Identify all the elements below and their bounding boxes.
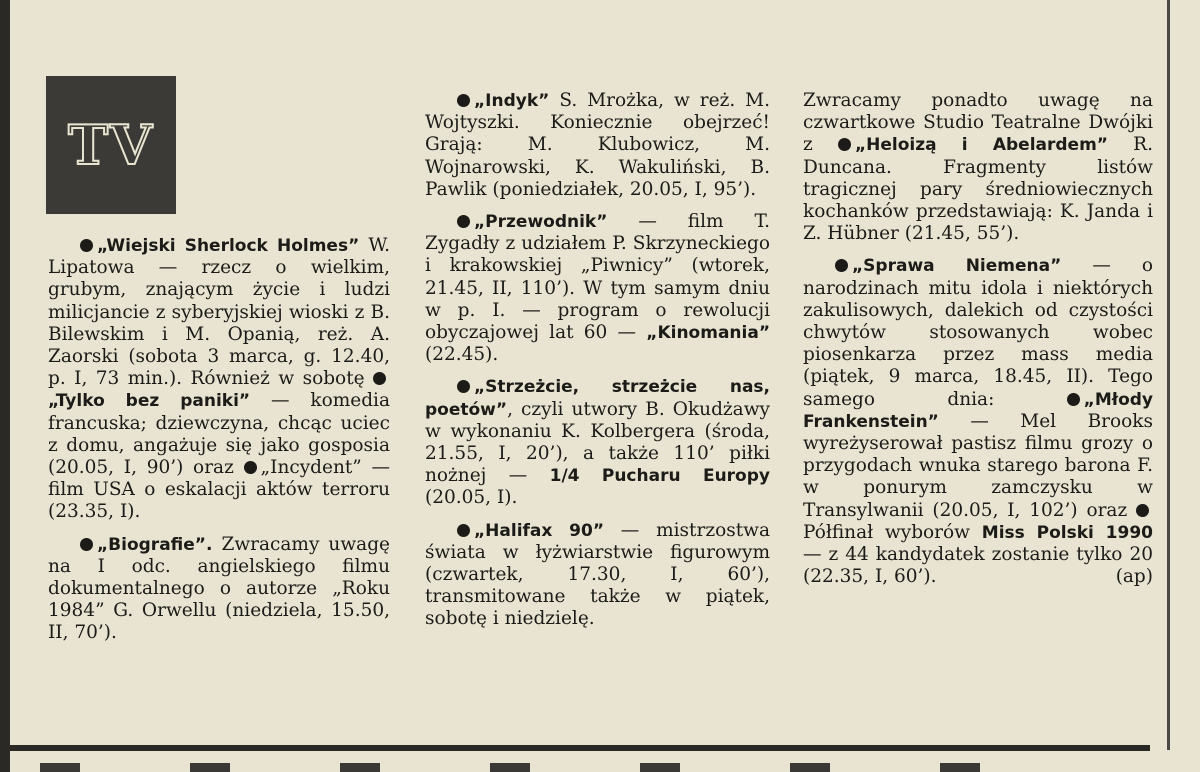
body-text: S. Mrożka, w reż. M. Wojtyszki. Koniecznie obejrzeć! Grają: M. Klubowicz, M. Wojnarowski, K. Wakuliński, B. Pawlik (poniedziałek, 20.05, I, 95’). — [425, 90, 770, 200]
body-text: (20.05, I). — [425, 487, 518, 509]
title-incydent: „Incydent” — [260, 457, 362, 479]
title-mlody-frankenstein: „Młody Frankenstein” — [803, 389, 1153, 432]
bullet-dot-icon — [373, 372, 386, 385]
body-text: — film USA o eskalacji aktów terroru (23.35, I). — [48, 457, 390, 523]
title-puchar-europy: 1/4 Pucharu Europy — [549, 466, 770, 487]
author-signature: (ap) — [1115, 566, 1153, 588]
bullet-dot-icon — [1067, 393, 1080, 406]
tv-logo-text: TV — [67, 113, 155, 177]
body-text: — komedia francuska; dziewczyna, chcąc uciec z domu, angażuje się jako gosposia (20.05, I, 90’) oraz — [48, 390, 390, 479]
body-text: — Mel Brooks wyreżyserował pastisz filmu grozy o przygodach wnuka starego barona F. w ponurym zamczysku w Transylwanii (20.05, I, 102’) oraz — [803, 410, 1153, 521]
cropped-next-headline — [40, 760, 1140, 772]
title-strzezcie: „Strzeżcie, strzeżcie nas, poetów” — [425, 377, 770, 420]
body-text: R. Duncana. Fragmenty listów tragicznej pary średniowiecznych kochanków przedstawiają: K. Janda i Z. Hübner (21.45, 55’). — [803, 134, 1153, 245]
body-text: W. Lipatowa — rzecz o wielkim, grubym, znającym życie i ludzi milicjancie z syberyjskiej wioski z B. Bilewskim i M. Opanią, reż. A. Zaorski (sobota 3 marca, g. 12.40, p. I, 73 min.). Również w sobotę — [48, 235, 390, 390]
right-border-rule — [1167, 0, 1170, 750]
left-border-rule — [0, 0, 10, 772]
title-tylko-bez-paniki: „Tylko bez paniki” — [48, 391, 251, 412]
body-text: — o narodzinach mitu idola i niektórych zakulisowych, dalekich od czystości chwytów stosowanych wobec piosenkarza przez mass media (piątek, 9 marca, 18.45, II). Tego samego dnia: — [803, 255, 1153, 410]
bullet-dot-icon — [80, 538, 93, 551]
title-przewodnik: „Przewodnik” — [474, 212, 608, 233]
title-halifax: „Halifax 90” — [474, 520, 605, 541]
article-heloiza — [803, 90, 1153, 245]
bullet-dot-icon — [838, 138, 851, 151]
body-text: , czyli utwory B. Okudżawy w wykonaniu K. Kolbergera (środa, 21.55, I, 20’), a także 110’ piłki nożnej — — [425, 398, 770, 487]
title-sprawa-niemena: „Sprawa Niemena” — [852, 256, 1062, 277]
title-kinomania: „Kinomania” — [646, 323, 770, 344]
article-strzezcie — [425, 376, 770, 509]
bullet-dot-icon — [457, 380, 470, 393]
body-text: Zwracamy uwagę na I odc. angielskiego filmu dokumentalnego o autorze „Roku 1984” G. Orwellu (niedziela, 15.50, II, 70’). — [48, 533, 390, 644]
body-text: (22.45). — [425, 344, 499, 366]
title-miss-polski: Miss Polski 1990 — [981, 522, 1153, 543]
title-indyk: „Indyk” — [474, 91, 550, 111]
tv-section-logo — [46, 76, 176, 214]
bullet-dot-icon — [457, 524, 470, 537]
article-biografie — [48, 534, 390, 645]
title-wiejski-sherlock: „Wiejski Sherlock Holmes” — [97, 236, 360, 256]
bullet-dot-icon — [244, 461, 257, 474]
article-halifax — [425, 520, 770, 631]
article-przewodnik — [425, 211, 770, 366]
bullet-dot-icon — [457, 94, 470, 107]
title-heloiza: „Heloizą i Abelardem” — [854, 135, 1108, 156]
bullet-dot-icon — [457, 215, 470, 228]
body-text: — film T. Zygadły z udziałem P. Skrzyneckiego i krakowskiej „Piwnicy” (wtorek, 21.45, II, 110’). W tym samym dniu w p. I. — program o rewolucji obyczajowej lat 60 — — [425, 211, 770, 344]
article-sprawa-niemena — [803, 255, 1153, 588]
body-text: — mistrzostwa świata w łyżwiarstwie figurowym (czwartek, 17.30, I, 60’), transmitowane także w piątek, sobotę i niedzielę. — [425, 519, 770, 630]
body-text: — z 44 kandydatek zostanie tylko 20 (22.35, I, 60’). — [803, 544, 1153, 588]
bottom-border-rule — [10, 745, 1150, 751]
column-3 — [803, 90, 1153, 598]
body-text: Zwracamy ponadto uwagę na czwartkowe Studio Teatralne Dwójki z — [803, 90, 1153, 156]
column-1 — [48, 235, 390, 655]
bullet-dot-icon — [835, 259, 848, 272]
body-text: Półfinał wyborów — [803, 521, 982, 543]
article-wiejski-sherlock — [48, 235, 390, 524]
title-biografie: „Biografie”. — [97, 534, 213, 555]
bullet-dot-icon — [80, 239, 93, 252]
column-2 — [425, 90, 770, 641]
article-indyk — [425, 90, 770, 201]
bullet-dot-icon — [1136, 504, 1149, 517]
